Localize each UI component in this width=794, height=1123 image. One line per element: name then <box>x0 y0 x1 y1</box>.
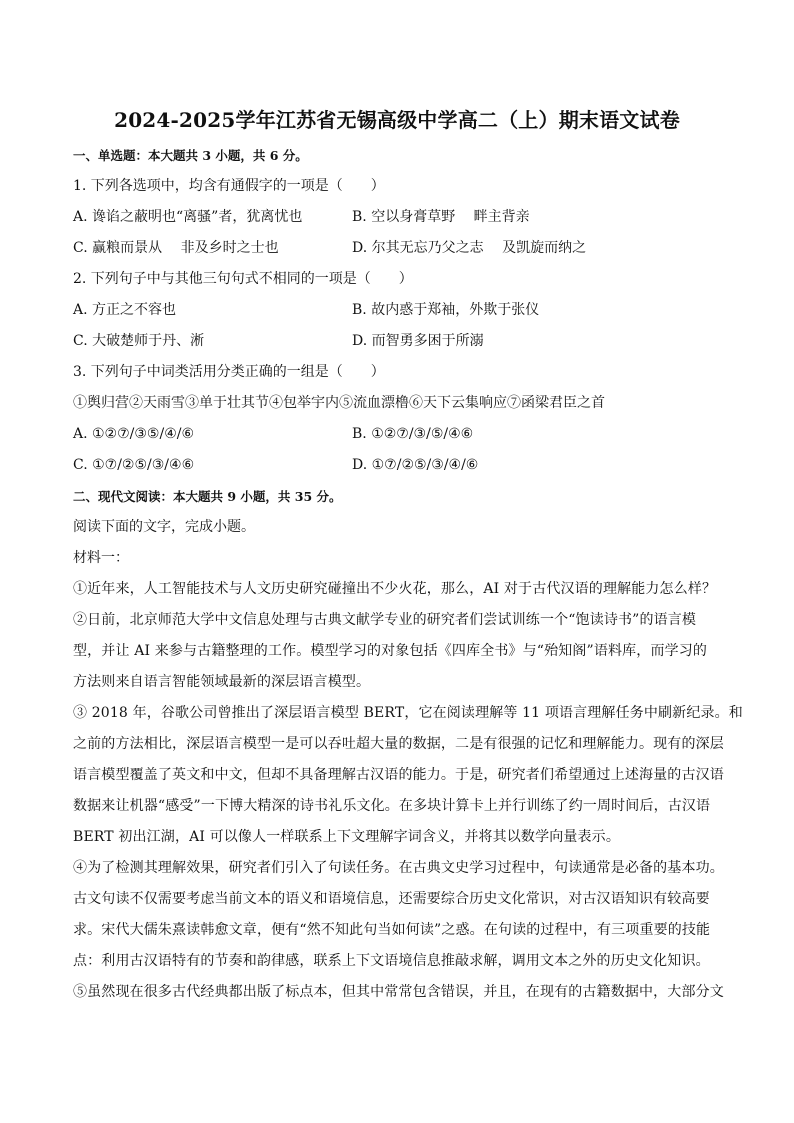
passage-line: 方法则来自语言智能领域最新的深层语言模型。 <box>73 674 371 690</box>
reading-instruction: 阅读下面的文字，完成小题。 <box>73 519 255 535</box>
page-title: 2024-2025学年江苏省无锡高级中学高二（上）期末语文试卷 <box>114 108 680 132</box>
passage-line: ②日前，北京师范大学中文信息处理与古典文献学专业的研究者们尝试训练一个“饱读诗书”的语言模 <box>73 612 697 628</box>
question-3-items: ①舆归营②天雨雪③单于壮其节④包举宇内⑤流血漂橹⑥天下云集响应⑦函梁君臣之首 <box>73 395 605 411</box>
question-1-option-b: B. 空以身膏草野 畔主背亲 <box>352 209 530 225</box>
passage-line: 之前的方法相比，深层语言模型一是可以吞吐超大量的数据，二是有很强的记忆和理解能力。现有的深层 <box>73 736 724 752</box>
question-3-option-a: A. ①②⑦/③⑤/④/⑥ <box>73 426 195 442</box>
question-1-stem: 1. 下列各选项中，均含有通假字的一项是（ ） <box>73 178 385 194</box>
passage-line: 型，并让 AI 来参与古籍整理的工作。模型学习的对象包括《四库全书》与“殆知阁”语料库，而学习的 <box>73 643 708 659</box>
question-2-option-a: A. 方正之不容也 <box>73 302 177 318</box>
passage-line: 点：利用古汉语特有的节奏和韵律感，联系上下文语境信息推敲求解，调用文本之外的历史文化知识。 <box>73 953 710 969</box>
question-2-option-b: B. 故内惑于郑袖，外欺于张仪 <box>352 302 540 318</box>
section-heading-reading: 二、现代文阅读：本大题共 9 小题，共 35 分。 <box>73 489 342 504</box>
passage-line: 求。宋代大儒朱熹读韩愈文章，便有“然不知此句当如何读”之惑。在句读的过程中，有三项重要的技能 <box>73 922 711 938</box>
material-label: 材料一： <box>73 550 129 566</box>
question-3-option-d: D. ①⑦/②⑤/③/④/⑥ <box>352 457 479 473</box>
question-1-option-d: D. 尔其无忘乃父之志 及凯旋而纳之 <box>352 240 587 256</box>
question-2-stem: 2. 下列句子中与其他三句句式不相同的一项是（ ） <box>73 271 413 287</box>
passage-line: ③ 2018 年，谷歌公司曾推出了深层语言模型 BERT，它在阅读理解等 11 项语言理解任务中刷新纪录。和 <box>73 705 743 721</box>
question-2-option-d: D. 而智勇多困于所溺 <box>352 333 484 349</box>
question-1-option-a: A. 谗谄之蔽明也“离骚”者，犹离忧也 <box>73 209 303 225</box>
question-2-option-c: C. 大破楚师于丹、淅 <box>73 333 205 349</box>
question-3-option-c: C. ①⑦/②⑤/③/④⑥ <box>73 457 195 473</box>
question-3-stem: 3. 下列句子中词类活用分类正确的一组是（ ） <box>73 364 385 380</box>
question-1-option-c: C. 赢粮而景从 非及乡时之士也 <box>73 240 279 256</box>
passage-line: ①近年来，人工智能技术与人文历史研究碰撞出不少火花，那么，AI 对于古代汉语的理解能力怎么样？ <box>73 581 717 597</box>
passage-line: ④为了检测其理解效果，研究者们引入了句读任务。在古典文史学习过程中，句读通常是必备的基本功。 <box>73 860 724 876</box>
passage-line: BERT 初出江湖，AI 可以像人一样联系上下文理解字词含义，并将其以数学向量表示。 <box>73 829 620 845</box>
passage-line: 古文句读不仅需要考虑当前文本的语义和语境信息，还需要综合历史文化常识，对古汉语知识有较高要 <box>73 891 710 907</box>
section-heading-single-choice: 一、单选题：本大题共 3 小题，共 6 分。 <box>73 148 308 163</box>
passage-line: 语言模型覆盖了英文和中文，但却不具备理解古汉语的能力。于是，研究者们希望通过上述海量的古汉语 <box>73 767 724 783</box>
passage-line: 数据来让机器“感受”一下博大精深的诗书礼乐文化。在多块计算卡上并行训练了约一周时间后，古汉语 <box>73 798 711 814</box>
question-3-option-b: B. ①②⑦/③/⑤/④⑥ <box>352 426 474 442</box>
passage-line: ⑤虽然现在很多古代经典都出版了标点本，但其中常常包含错误，并且，在现有的古籍数据中，大部分文 <box>73 984 724 1000</box>
